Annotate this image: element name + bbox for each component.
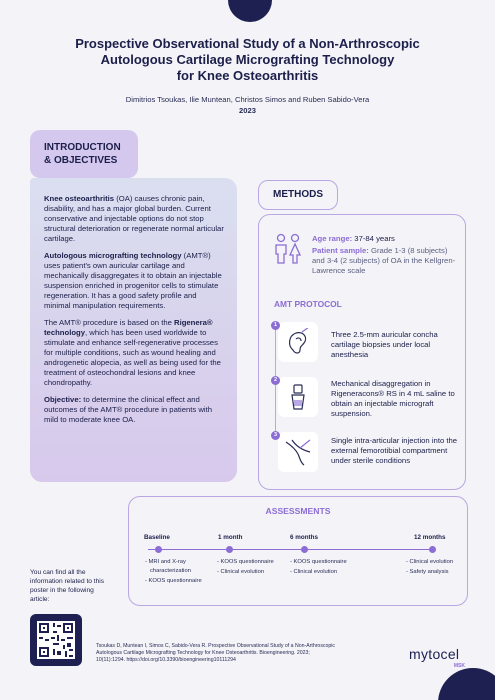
timepoint-6-months-label: 6 months [290,534,318,541]
intro-paragraph-2 [44,251,225,311]
step-3-image [278,432,318,472]
mytocel-logo [409,646,459,662]
month-1-item-1: KOOS questionnaire [220,559,274,565]
list-item: - MRI and X-ray [145,559,186,565]
title-line-2: Autologous Cartilage Micrografting Technology [100,52,395,67]
list-item: - Clinical evolution [406,559,454,565]
intro-p2-text: (AMT®) uses patient's own auricular cartilage and mechanically disaggregates it to obtain an injectable suspension enriched in progenitor cells to stimulate regeneration. It has a good safety profile and minimal manipulation requirements. [44,251,222,310]
age-label: Age range: [312,234,353,243]
intro-p1-text: (OA) causes chronic pain, disability, and has a major global burden. Current conservative and injectable options do not stop structural deterioration or regenerate normal articular cartilage. [44,194,224,243]
intro-p3-text: , which has been used worldwide to stimulate and enhance self-regenerative processes for multiple conditions, such as wound healing and androgenetic alopecia, as well as being used for the treatment of osteochondral lesions and knee chondropathy. [44,328,221,387]
month-6-item-2: Clinical evolution [293,569,338,575]
timeline-dot-1-month [226,546,233,553]
step-2-text: Mechanical disaggregation in Rigeneracons® RS in 4 mL saline to obtain an injectable micrograft suspension. [331,379,455,418]
list-item: - Safety analysis [406,569,449,575]
step-3-number: 3 [271,431,280,440]
month-6-item-1: KOOS questionnaire [293,559,347,565]
article-reference-text: You can find all the information related to this poster in the following article: [30,569,105,603]
assessments-title: ASSESSMENTS [265,506,331,516]
baseline-item-2: characterization [150,568,191,574]
disaggregation-device-icon [284,383,312,411]
timeline-dot-baseline [155,546,162,553]
title-line-3: for Knee Osteoarthritis [176,68,319,83]
timepoint-baseline-label: Baseline [144,534,170,541]
citation-text: Tsoukas D, Muntean I, Simos C, Sabido-Vera R. Prospective Observational Study of a Non-Arthroscopic Autologous Cartilage Micrografting Technology for Knee Osteoarthritis. Bioengineering. 2023; 10(11):1294. https://doi.org/10.3390/bioengineering10111294 [96,643,336,663]
intro-p3-pre: The AMT® procedure is based on the [44,318,175,327]
intro-p1-bold: Knee osteoarthritis [44,194,115,203]
step-1-number: 1 [271,321,280,330]
intro-p3-bold: Rigenera® technology [44,318,213,337]
list-item [145,567,202,576]
baseline-item-1: MRI and X-ray [148,559,186,565]
step-1-image [278,322,318,362]
baseline-items [145,558,202,587]
timepoint-1-month-label: 1 month [218,534,243,541]
list-item: - Clinical evolution [290,569,338,575]
timeline-dot-12-months [429,546,436,553]
authors: Dimitrios Tsoukas, Ilie Muntean, Christos Simos and Ruben Sabido-Vera [125,95,370,104]
month-1-item-2: Clinical evolution [220,569,265,575]
timepoint-12-months-label: 12 months [414,534,446,541]
step-2-image [278,377,318,417]
baseline-item-3: KOOS questionnaire [148,578,202,584]
patient-sample [312,246,462,276]
month-12-item-2: Safety analysis [409,569,449,575]
list-item: - KOOS questionnaire [145,578,202,584]
decorative-bottom-circle [438,668,495,700]
publication-year: 2023 [239,106,256,115]
introduction-tab [30,130,138,178]
decorative-top-circle [228,0,272,22]
amt-protocol-title: AMT PROTOCOL [274,299,342,309]
methods-tab: METHODS [258,180,338,210]
age-value: 37-84 years [352,234,395,243]
intro-p4-bold: Objective: [44,395,82,404]
intro-paragraph-4 [44,395,225,425]
logo-text: mytocel [409,646,460,662]
intro-paragraph-1 [44,194,225,244]
intro-p2-bold: Autologous micrografting technology [44,251,182,260]
knee-injection-icon [284,438,312,466]
age-range [312,234,462,244]
timeline-dot-6-months [301,546,308,553]
intro-tab-line-2: & OBJECTIVES [44,155,118,166]
month-12-items [406,558,453,578]
month-12-item-1: Clinical evolution [409,559,454,565]
month-6-items [290,558,347,578]
month-1-items [217,558,274,578]
assessment-timeline [148,549,435,550]
intro-paragraph-3 [44,318,225,388]
step-1-text: Three 2.5-mm auricular concha cartilage biopsies under local anesthesia [331,330,438,359]
step-2-number: 2 [271,376,280,385]
qr-code-icon [37,621,75,659]
article-qr-code[interactable] [30,614,82,666]
intro-p4-text: to determine the clinical effect and outcomes of the AMT® procedure in patients with mild to moderate knee OA. [44,395,213,424]
title-line-1: Prospective Observational Study of a Non-Arthroscopic [75,36,420,51]
step-3-text: Single intra-articular injection into the external femorotibial compartment under sterile conditions [331,436,458,465]
intro-tab-line-1: INTRODUCTION [44,142,121,153]
list-item: - KOOS questionnaire [290,559,347,565]
introduction-panel [30,178,237,482]
ear-biopsy-icon [284,328,312,356]
list-item: - Clinical evolution [217,569,265,575]
poster-title [30,36,465,84]
sample-label: Patient sample: [312,246,369,255]
patients-icon [273,233,303,265]
list-item: - KOOS questionnaire [217,559,274,565]
logo-subtitle: MSK [453,663,465,669]
sample-value: Grade 1-3 (8 subjects) and 3-4 (2 subjects) of OA in the Kellgren-Lawrence scale [312,246,456,275]
